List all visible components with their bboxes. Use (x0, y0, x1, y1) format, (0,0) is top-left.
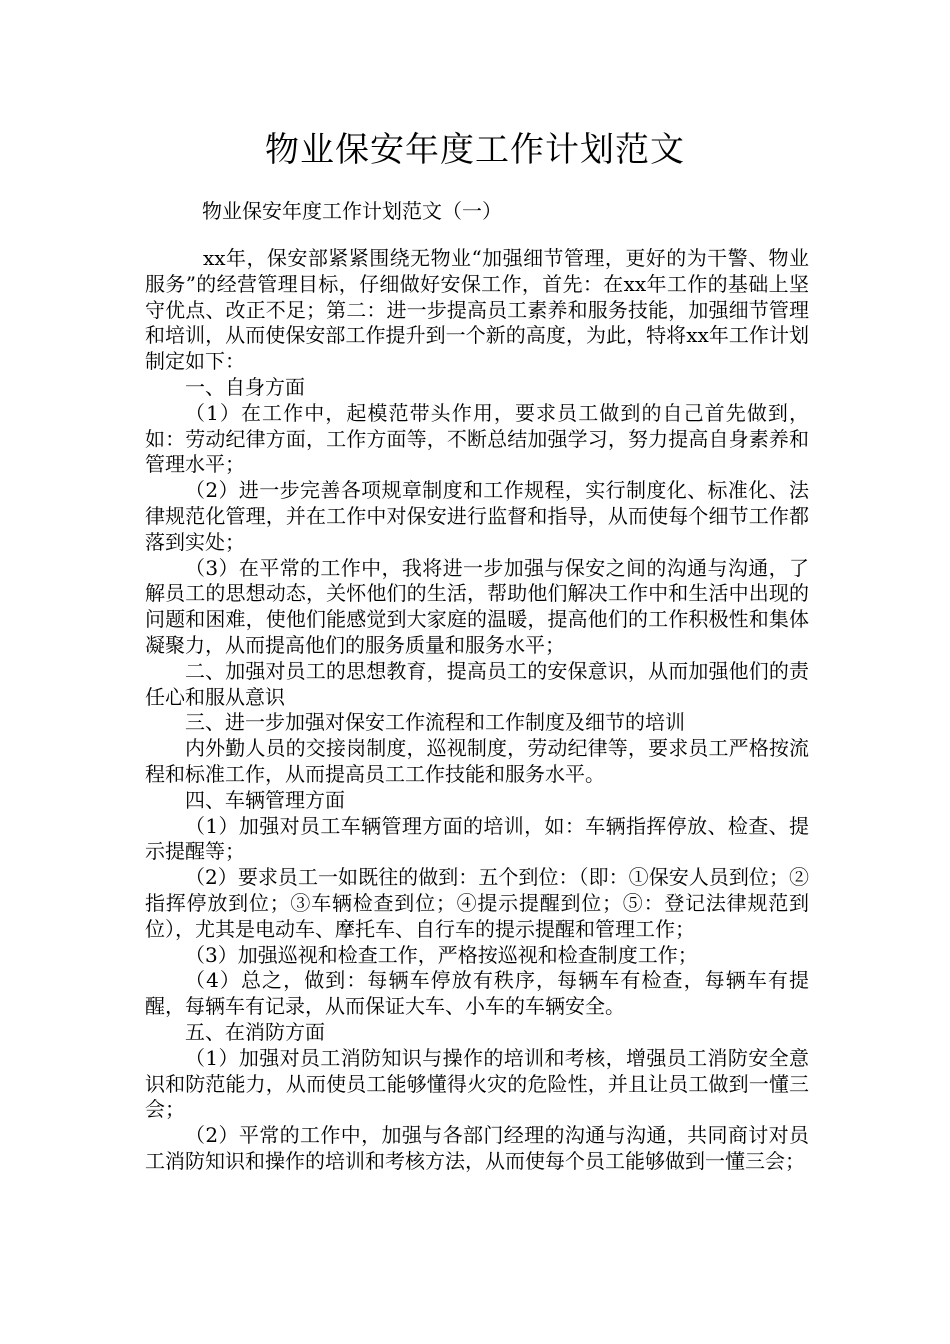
paragraph-item: （2）平常的工作中，加强与各部门经理的沟通与沟通，共同商讨对员工消防知识和操作的培训和考核方法，从而使每个员工能够做到一懂三会； (145, 1123, 809, 1173)
section-heading-vehicles: 四、车辆管理方面 (185, 787, 345, 812)
section-heading-fire: 五、在消防方面 (185, 1019, 325, 1044)
document-subtitle: 物业保安年度工作计划范文（一） (202, 199, 502, 223)
document-body (145, 246, 809, 1175)
section-heading-education: 二、加强对员工的思想教育，提高员工的安保意识，从而加强他们的责任心和服从意识 (145, 658, 809, 709)
section-heading-training: 三、进一步加强对保安工作流程和工作制度及细节的培训 (185, 710, 685, 735)
paragraph-item: （2）进一步完善各项规章制度和工作规程，实行制度化、标准化、法律规范化管理，并在工作中对保安进行监督和指导，从而使每个细节工作都落到实处； (145, 478, 809, 554)
paragraph-item: 内外勤人员的交接岗制度，巡视制度，劳动纪律等，要求员工严格按流程和标准工作，从而提高员工工作技能和服务水平。 (145, 736, 809, 786)
section-heading-self: 一、自身方面 (185, 374, 305, 399)
paragraph-item: （4）总之，做到：每辆车停放有秩序，每辆车有检查，每辆车有提醒，每辆车有记录，从而保证大车、小车的车辆安全。 (145, 968, 809, 1019)
paragraph-item: （1）加强对员工消防知识与操作的培训和考核，增强员工消防安全意识和防范能力，从而使员工能够懂得火灾的危险性，并且让员工做到一懂三会； (145, 1045, 809, 1122)
paragraph-item: （1）加强对员工车辆管理方面的培训，如：车辆指挥停放、检查、提示提醒等； (145, 813, 809, 864)
document-title: 物业保安年度工作计划范文 (265, 130, 685, 170)
paragraph-item: （2）要求员工一如既往的做到：五个到位：（即：①保安人员到位；②指挥停放到位；③车辆检查到位；④提示提醒到位；⑤：登记法律规范到位），尤其是电动车、摩托车、自行车的提示提醒和管理工作； (145, 865, 809, 941)
paragraph-intro: xx年，保安部紧紧围绕无物业“加强细节管理，更好的为干警、物业服务”的经营管理目标，仔细做好安保工作，首先：在xx年工作的基础上坚守优点、改正不足；第二：进一步提高员工素养和服务技能，加强细节管理和培训，从而使保安部工作提升到一个新的高度，为此，特将xx年工作计划制定如下： (145, 246, 809, 374)
paragraph-item: （3）加强巡视和检查工作，严格按巡视和检查制度工作； (185, 942, 698, 967)
paragraph-item: （3）在平常的工作中，我将进一步加强与保安之间的沟通与沟通，了解员工的思想动态，关怀他们的生活，帮助他们解决工作中和生活中出现的问题和困难，使他们能感觉到大家庭的温暖，提高他们的工作积极性和集体凝聚力，从而提高他们的服务质量和服务水平； (145, 555, 809, 657)
paragraph-item: （1）在工作中，起模范带头作用，要求员工做到的自己首先做到，如：劳动纪律方面，工作方面等，不断总结加强学习，努力提高自身素养和管理水平； (145, 400, 809, 477)
